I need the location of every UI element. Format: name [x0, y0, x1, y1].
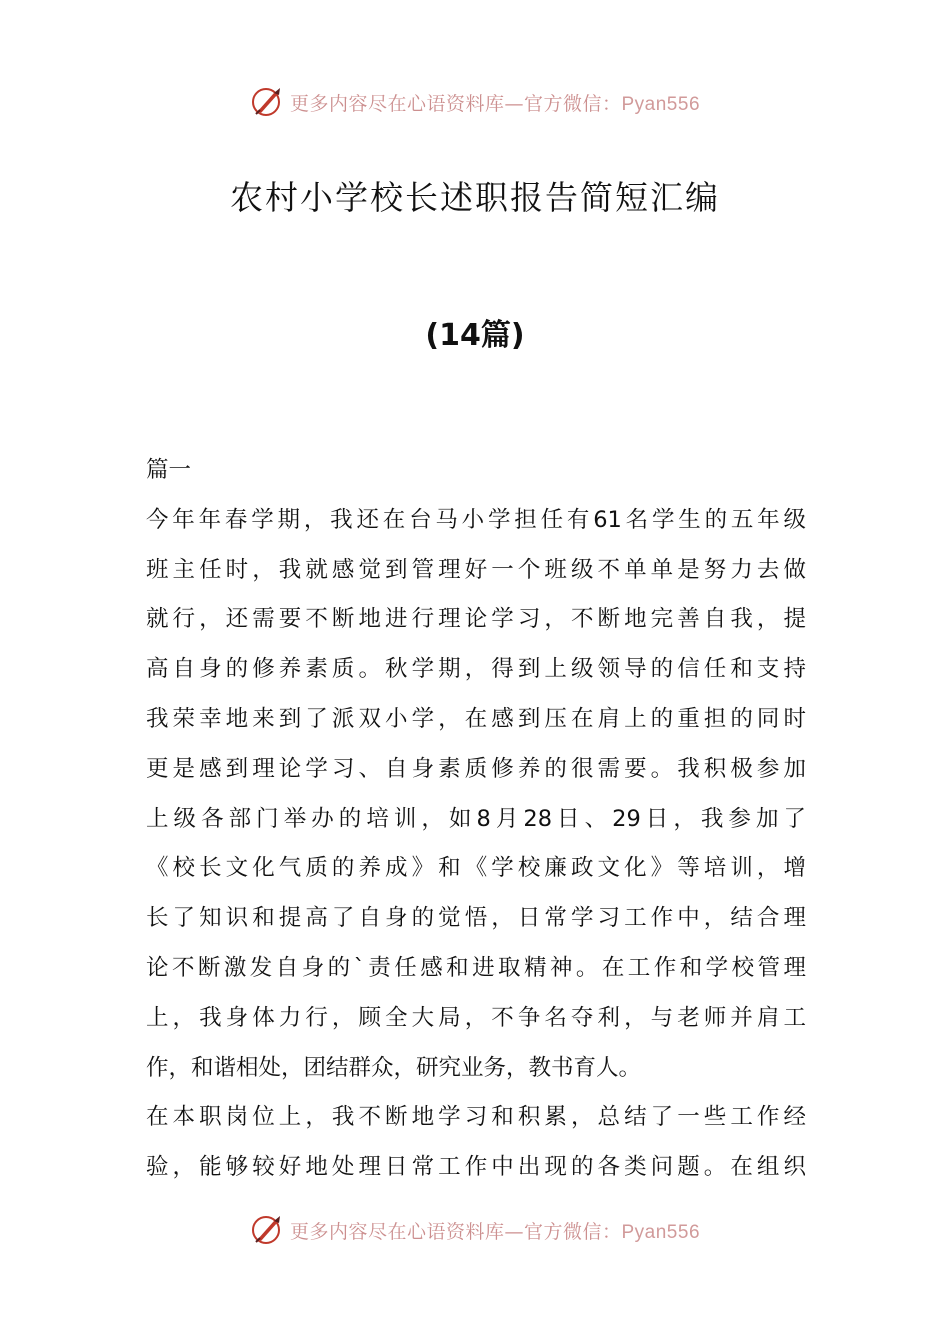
- paragraph-line: 《校长文化气质的养成》和《学校廉政文化》等培训，增: [146, 855, 806, 882]
- paragraph-line: 更是感到理论学习、自身素质修养的很需要。我积极参加: [146, 755, 806, 782]
- paragraph-line: 今年年春学期，我还在台马小学担任有61名学生的五年级: [146, 506, 806, 533]
- paragraph-line: 上级各部门举办的培训，如8月28日、29日，我参加了: [146, 805, 806, 832]
- section-label: 篇一: [146, 457, 192, 483]
- paragraph-line: 验，能够较好地处理日常工作中出现的各类问题。在组织: [146, 1154, 806, 1181]
- quill-pen-logo-icon: [250, 85, 284, 119]
- paragraph-line: 班主任时，我就感觉到管理好一个班级不单单是努力去做: [146, 556, 806, 583]
- paragraph-line: 高自身的修养素质。秋学期，得到上级领导的信任和支持: [146, 656, 806, 683]
- banner-text: [290, 89, 700, 116]
- footer-banner: [0, 1210, 950, 1250]
- document-title: 农村小学校长述职报告简短汇编: [230, 178, 720, 217]
- paragraph-line: 我荣幸地来到了派双小学，在感到压在肩上的重担的同时: [146, 705, 806, 732]
- document-body: [146, 446, 806, 1193]
- banner-wechat-id: Pyan556: [621, 93, 701, 115]
- header-banner: [0, 82, 950, 122]
- banner-text: [290, 1217, 700, 1244]
- paragraph-line: 上，我身体力行，顾全大局，不争名夺利，与老师并肩工: [146, 1004, 806, 1031]
- document-subtitle: (14篇): [425, 318, 525, 353]
- paragraph-line: 在本职岗位上，我不断地学习和积累，总结了一些工作经: [146, 1104, 806, 1131]
- banner-promo-text: 更多内容尽在心语资料库—官方微信：: [289, 1220, 622, 1243]
- quill-pen-logo-icon: [250, 1213, 284, 1247]
- paragraph-line: 就行，还需要不断地进行理论学习，不断地完善自我，提: [146, 606, 806, 633]
- banner-wechat-id: Pyan556: [621, 1221, 701, 1243]
- paragraph-line: 论不断激发自身的`责任感和进取精神。在工作和学校管理: [146, 954, 806, 981]
- paragraph-line: 长了知识和提高了自身的觉悟，日常学习工作中，结合理: [146, 905, 806, 932]
- banner-promo-text: 更多内容尽在心语资料库—官方微信：: [289, 92, 622, 115]
- paragraph-line: 作，和谐相处，团结群众，研究业务，教书育人。: [146, 1054, 642, 1081]
